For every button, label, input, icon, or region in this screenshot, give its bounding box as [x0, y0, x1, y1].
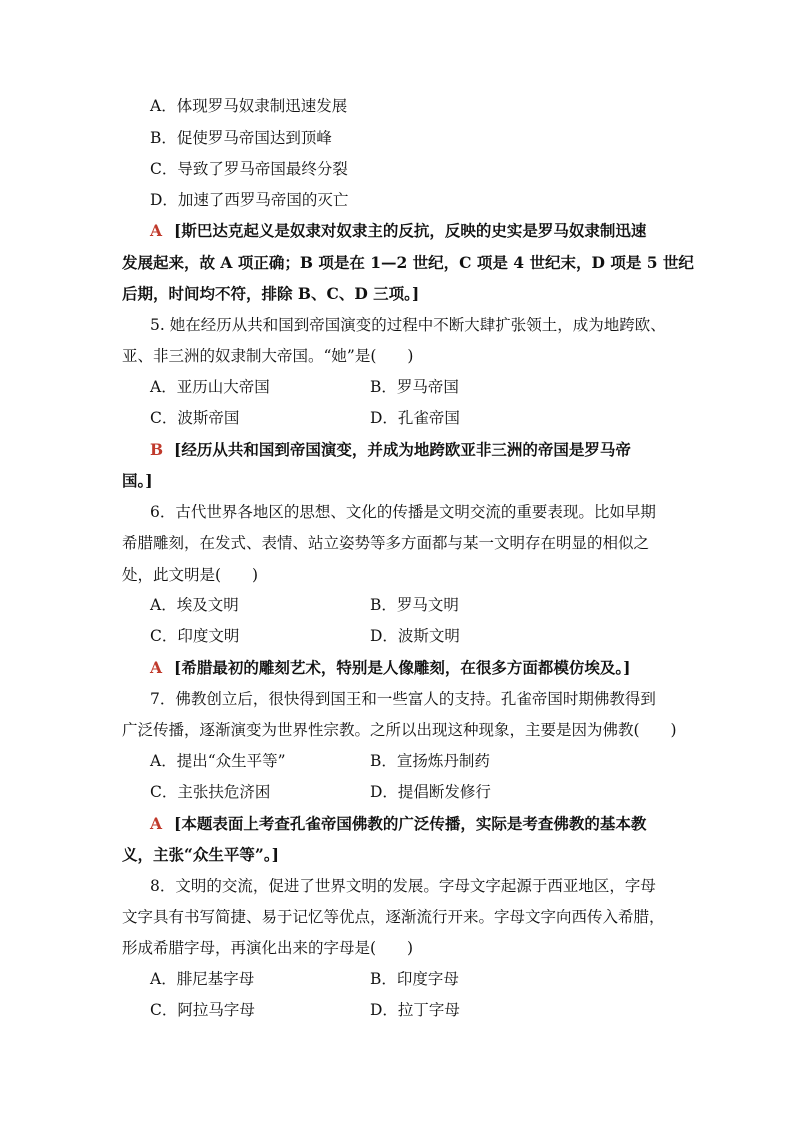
q5-option-a: A．亚历山大帝国 — [150, 378, 270, 396]
q5-option-c: C．波斯帝国 — [150, 409, 240, 427]
q5-explanation-line-2: 国。] — [122, 471, 153, 490]
q5-option-d: D．孔雀帝国 — [370, 409, 460, 427]
q7-stem-line-2: 广泛传播，逐渐演变为世界性宗教。之所以出现这种现象，主要是因为佛教( ) — [122, 721, 677, 739]
q8-option-a: A．腓尼基字母 — [150, 970, 255, 988]
q4-explanation-line-3: 后期，时间均不符，排除 B、C、D 三项。] — [122, 284, 420, 303]
q8-stem-line-1: 8．文明的交流，促进了世界文明的发展。字母文字起源于西亚地区，字母 — [150, 877, 656, 895]
q7-answer-line — [150, 814, 646, 834]
q4-option-b: B．促使罗马帝国达到顶峰 — [150, 129, 332, 147]
q6-explanation-line-1: [希腊最初的雕刻艺术，特别是人像雕刻，在很多方面都模仿埃及。] — [174, 658, 631, 677]
q8-stem-line-3: 形成希腊字母，再演化出来的字母是( ) — [122, 939, 414, 957]
q7-explanation-line-1: [本题表面上考查孔雀帝国佛教的广泛传播，实际是考查佛教的基本教 — [174, 814, 647, 833]
q7-explanation-line-2: 义，主张“众生平等”。] — [122, 845, 279, 864]
q5-stem-line-2: 亚、非三洲的奴隶制大帝国。“她”是( ) — [122, 347, 414, 365]
q6-option-a: A．埃及文明 — [150, 596, 239, 614]
q4-option-d: D．加速了西罗马帝国的灭亡 — [150, 191, 349, 209]
q6-answer-key: A — [150, 658, 163, 677]
q4-explanation-line-1: [斯巴达克起义是奴隶对奴隶主的反抗，反映的史实是罗马奴隶制迅速 — [174, 221, 647, 240]
q7-option-b: B．宣扬炼丹制药 — [370, 752, 490, 770]
q5-answer-line — [150, 440, 631, 460]
q8-option-b: B．印度字母 — [370, 970, 459, 988]
q5-option-b: B．罗马帝国 — [370, 378, 459, 396]
q4-answer-key: A — [150, 221, 163, 240]
q7-option-c: C．主张扶危济困 — [150, 783, 271, 801]
q6-stem-line-1: 6．古代世界各地区的思想、文化的传播是文明交流的重要表现。比如早期 — [150, 503, 656, 521]
q4-option-a: A．体现罗马奴隶制迅速发展 — [150, 97, 348, 115]
q6-stem-line-2: 希腊雕刻，在发式、表情、站立姿势等多方面都与某一文明存在明显的相似之 — [122, 534, 650, 552]
q6-option-c: C．印度文明 — [150, 627, 240, 645]
q5-stem-line-1: 5. 她在经历从共和国到帝国演变的过程中不断大肆扩张领土，成为地跨欧、 — [150, 316, 666, 334]
q6-answer-line — [150, 658, 630, 678]
q7-option-a: A．提出“众生平等” — [150, 752, 286, 770]
q5-answer-key: B — [150, 440, 164, 459]
q4-option-c: C．导致了罗马帝国最终分裂 — [150, 160, 348, 178]
q4-answer-line — [150, 221, 646, 241]
q8-option-d: D．拉丁字母 — [370, 1001, 460, 1019]
q7-stem-line-1: 7．佛教创立后，很快得到国王和一些富人的支持。孔雀帝国时期佛教得到 — [150, 690, 656, 708]
q6-stem-line-3: 处，此文明是( ) — [122, 566, 259, 584]
q6-option-d: D．波斯文明 — [370, 627, 460, 645]
q6-option-b: B．罗马文明 — [370, 596, 459, 614]
q8-stem-line-2: 文字具有书写简捷、易于记忆等优点，逐渐流行开来。字母文字向西传入希腊， — [122, 908, 665, 926]
q5-explanation-line-1: [经历从共和国到帝国演变，并成为地跨欧亚非三洲的帝国是罗马帝 — [174, 440, 631, 459]
q7-answer-key: A — [150, 814, 163, 833]
q4-explanation-line-2: 发展起来，故 A 项正确；B 项是在 1—2 世纪，C 项是 4 世纪末，D 项是 5 世纪 — [122, 253, 694, 272]
q7-option-d: D．提倡断发修行 — [370, 783, 491, 801]
q8-option-c: C．阿拉马字母 — [150, 1001, 255, 1019]
